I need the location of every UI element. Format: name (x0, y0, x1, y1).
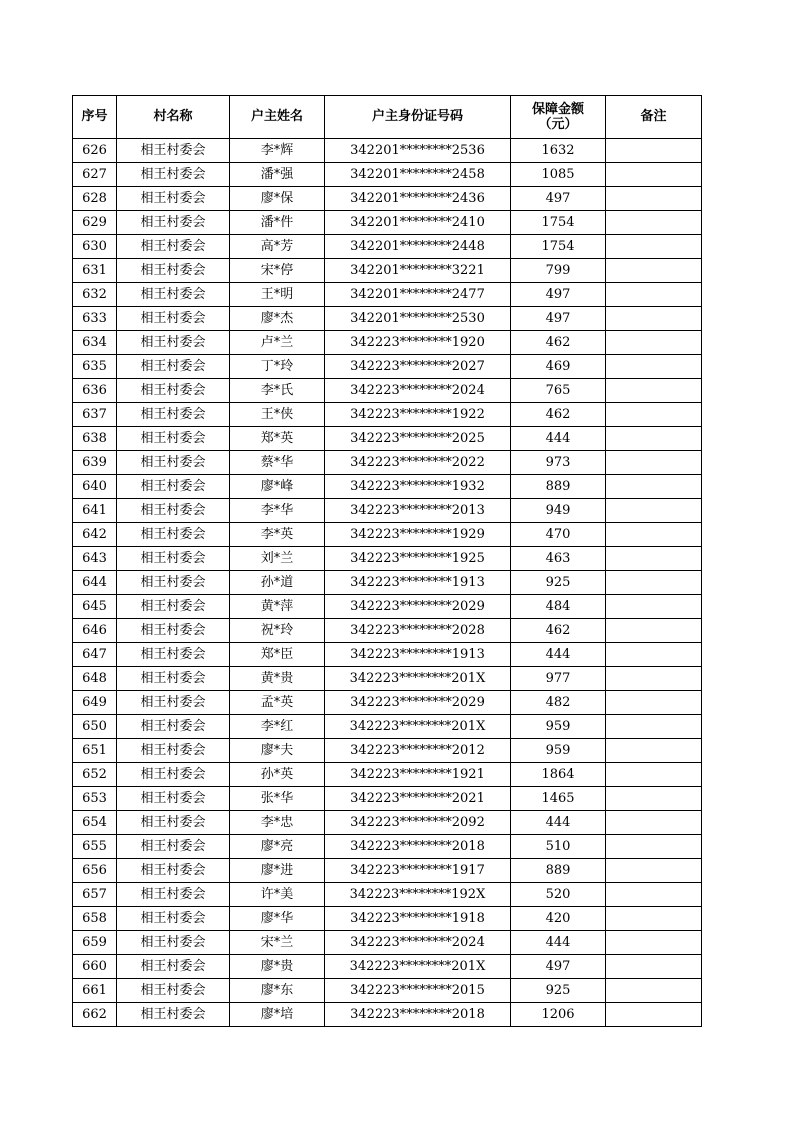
cell-id-number: 342223********2028 (325, 619, 511, 643)
cell-remark (606, 979, 702, 1003)
cell-seq: 634 (73, 331, 117, 355)
cell-owner-name: 李*英 (230, 523, 325, 547)
cell-seq: 650 (73, 715, 117, 739)
cell-village: 相王村委会 (117, 715, 230, 739)
cell-remark (606, 187, 702, 211)
cell-village: 相王村委会 (117, 571, 230, 595)
cell-remark (606, 499, 702, 523)
cell-remark (606, 163, 702, 187)
cell-seq: 629 (73, 211, 117, 235)
cell-seq: 631 (73, 259, 117, 283)
cell-village: 相王村委会 (117, 907, 230, 931)
cell-remark (606, 283, 702, 307)
cell-seq: 643 (73, 547, 117, 571)
cell-village: 相王村委会 (117, 163, 230, 187)
cell-seq: 637 (73, 403, 117, 427)
cell-remark (606, 619, 702, 643)
cell-remark (606, 595, 702, 619)
cell-amount: 497 (511, 955, 606, 979)
cell-id-number: 342201********2436 (325, 187, 511, 211)
cell-village: 相王村委会 (117, 931, 230, 955)
cell-amount: 520 (511, 883, 606, 907)
cell-owner-name: 许*美 (230, 883, 325, 907)
cell-owner-name: 廖*保 (230, 187, 325, 211)
table-row (73, 811, 702, 835)
cell-seq: 640 (73, 475, 117, 499)
cell-village: 相王村委会 (117, 331, 230, 355)
table-row (73, 547, 702, 571)
cell-id-number: 342201********2458 (325, 163, 511, 187)
cell-seq: 635 (73, 355, 117, 379)
cell-remark (606, 427, 702, 451)
cell-owner-name: 祝*玲 (230, 619, 325, 643)
cell-amount: 765 (511, 379, 606, 403)
cell-village: 相王村委会 (117, 811, 230, 835)
cell-amount: 484 (511, 595, 606, 619)
table-row (73, 331, 702, 355)
cell-owner-name: 廖*夫 (230, 739, 325, 763)
cell-amount: 959 (511, 715, 606, 739)
table-row (73, 715, 702, 739)
cell-village: 相王村委会 (117, 595, 230, 619)
cell-amount: 420 (511, 907, 606, 931)
table-row (73, 427, 702, 451)
cell-owner-name: 廖*杰 (230, 307, 325, 331)
table-row (73, 667, 702, 691)
cell-remark (606, 139, 702, 163)
cell-amount: 925 (511, 571, 606, 595)
subsidy-table (72, 95, 702, 1027)
cell-id-number: 342223********1932 (325, 475, 511, 499)
cell-id-number: 342223********2027 (325, 355, 511, 379)
cell-owner-name: 廖*贵 (230, 955, 325, 979)
cell-id-number: 342223********2024 (325, 931, 511, 955)
cell-village: 相王村委会 (117, 739, 230, 763)
cell-id-number: 342223********2021 (325, 787, 511, 811)
cell-remark (606, 739, 702, 763)
cell-village: 相王村委会 (117, 259, 230, 283)
table-row (73, 307, 702, 331)
cell-owner-name: 廖*进 (230, 859, 325, 883)
cell-amount: 889 (511, 859, 606, 883)
cell-village: 相王村委会 (117, 787, 230, 811)
table-row (73, 739, 702, 763)
table-row (73, 763, 702, 787)
cell-amount: 462 (511, 403, 606, 427)
cell-id-number: 342223********1925 (325, 547, 511, 571)
cell-owner-name: 潘*强 (230, 163, 325, 187)
cell-seq: 627 (73, 163, 117, 187)
table-row (73, 355, 702, 379)
cell-id-number: 342223********1917 (325, 859, 511, 883)
table-row (73, 883, 702, 907)
cell-id-number: 342223********1920 (325, 331, 511, 355)
cell-village: 相王村委会 (117, 307, 230, 331)
cell-remark (606, 859, 702, 883)
table-row (73, 523, 702, 547)
cell-id-number: 342223********2013 (325, 499, 511, 523)
cell-village: 相王村委会 (117, 859, 230, 883)
table-row (73, 259, 702, 283)
cell-id-number: 342223********2015 (325, 979, 511, 1003)
cell-remark (606, 475, 702, 499)
cell-seq: 660 (73, 955, 117, 979)
table-row (73, 475, 702, 499)
cell-amount: 959 (511, 739, 606, 763)
cell-owner-name: 卢*兰 (230, 331, 325, 355)
cell-id-number: 342201********2536 (325, 139, 511, 163)
cell-seq: 654 (73, 811, 117, 835)
cell-village: 相王村委会 (117, 403, 230, 427)
cell-remark (606, 907, 702, 931)
cell-village: 相王村委会 (117, 475, 230, 499)
cell-remark (606, 835, 702, 859)
table-row (73, 691, 702, 715)
cell-owner-name: 黄*萍 (230, 595, 325, 619)
cell-owner-name: 高*芳 (230, 235, 325, 259)
cell-id-number: 342223********2022 (325, 451, 511, 475)
cell-village: 相王村委会 (117, 187, 230, 211)
table-row (73, 139, 702, 163)
cell-amount: 925 (511, 979, 606, 1003)
cell-remark (606, 259, 702, 283)
cell-remark (606, 763, 702, 787)
table-row (73, 859, 702, 883)
cell-amount: 444 (511, 643, 606, 667)
table-row (73, 499, 702, 523)
cell-seq: 633 (73, 307, 117, 331)
cell-id-number: 342223********2024 (325, 379, 511, 403)
table-row (73, 907, 702, 931)
cell-remark (606, 691, 702, 715)
cell-village: 相王村委会 (117, 835, 230, 859)
cell-id-number: 342201********2477 (325, 283, 511, 307)
cell-amount: 977 (511, 667, 606, 691)
header-village: 村名称 (117, 96, 230, 139)
cell-owner-name: 李*辉 (230, 139, 325, 163)
cell-seq: 662 (73, 1003, 117, 1027)
cell-id-number: 342201********3221 (325, 259, 511, 283)
header-owner: 户主姓名 (230, 96, 325, 139)
cell-remark (606, 883, 702, 907)
cell-remark (606, 379, 702, 403)
cell-seq: 632 (73, 283, 117, 307)
cell-id-number: 342223********201X (325, 955, 511, 979)
cell-remark (606, 451, 702, 475)
cell-id-number: 342223********2029 (325, 691, 511, 715)
cell-village: 相王村委会 (117, 763, 230, 787)
cell-seq: 638 (73, 427, 117, 451)
cell-seq: 656 (73, 859, 117, 883)
cell-remark (606, 571, 702, 595)
cell-id-number: 342223********201X (325, 715, 511, 739)
table-row (73, 451, 702, 475)
cell-owner-name: 潘*件 (230, 211, 325, 235)
header-id-number: 户主身份证号码 (325, 96, 511, 139)
cell-amount: 462 (511, 619, 606, 643)
cell-amount: 510 (511, 835, 606, 859)
cell-id-number: 342223********192X (325, 883, 511, 907)
cell-id-number: 342201********2410 (325, 211, 511, 235)
cell-village: 相王村委会 (117, 427, 230, 451)
cell-seq: 658 (73, 907, 117, 931)
cell-owner-name: 郑*英 (230, 427, 325, 451)
cell-seq: 641 (73, 499, 117, 523)
cell-village: 相王村委会 (117, 883, 230, 907)
cell-owner-name: 蔡*华 (230, 451, 325, 475)
cell-amount: 949 (511, 499, 606, 523)
cell-owner-name: 李*忠 (230, 811, 325, 835)
table-row (73, 379, 702, 403)
table-row (73, 571, 702, 595)
cell-amount: 444 (511, 427, 606, 451)
cell-id-number: 342223********1918 (325, 907, 511, 931)
cell-owner-name: 郑*臣 (230, 643, 325, 667)
cell-seq: 651 (73, 739, 117, 763)
cell-id-number: 342223********1929 (325, 523, 511, 547)
cell-owner-name: 廖*培 (230, 1003, 325, 1027)
cell-id-number: 342223********201X (325, 667, 511, 691)
cell-remark (606, 307, 702, 331)
header-remark: 备注 (606, 96, 702, 139)
cell-owner-name: 孙*英 (230, 763, 325, 787)
cell-owner-name: 廖*亮 (230, 835, 325, 859)
cell-owner-name: 李*氏 (230, 379, 325, 403)
table-row (73, 163, 702, 187)
cell-remark (606, 931, 702, 955)
cell-amount: 497 (511, 283, 606, 307)
cell-remark (606, 403, 702, 427)
cell-amount: 470 (511, 523, 606, 547)
cell-village: 相王村委会 (117, 235, 230, 259)
table-row (73, 235, 702, 259)
cell-owner-name: 李*红 (230, 715, 325, 739)
cell-id-number: 342223********1922 (325, 403, 511, 427)
cell-amount: 482 (511, 691, 606, 715)
cell-village: 相王村委会 (117, 451, 230, 475)
cell-amount: 889 (511, 475, 606, 499)
cell-amount: 799 (511, 259, 606, 283)
cell-owner-name: 王*明 (230, 283, 325, 307)
cell-amount: 444 (511, 811, 606, 835)
cell-seq: 652 (73, 763, 117, 787)
cell-village: 相王村委会 (117, 547, 230, 571)
cell-amount: 1754 (511, 211, 606, 235)
cell-owner-name: 廖*东 (230, 979, 325, 1003)
table-row (73, 787, 702, 811)
cell-owner-name: 宋*停 (230, 259, 325, 283)
cell-amount: 497 (511, 307, 606, 331)
cell-remark (606, 715, 702, 739)
table-row (73, 643, 702, 667)
cell-seq: 648 (73, 667, 117, 691)
cell-seq: 642 (73, 523, 117, 547)
cell-owner-name: 廖*峰 (230, 475, 325, 499)
table-row (73, 403, 702, 427)
cell-owner-name: 黄*贵 (230, 667, 325, 691)
cell-owner-name: 孙*道 (230, 571, 325, 595)
cell-remark (606, 355, 702, 379)
table-row (73, 283, 702, 307)
cell-village: 相王村委会 (117, 1003, 230, 1027)
cell-id-number: 342223********1921 (325, 763, 511, 787)
cell-seq: 653 (73, 787, 117, 811)
cell-owner-name: 丁*玲 (230, 355, 325, 379)
cell-id-number: 342223********2018 (325, 835, 511, 859)
cell-owner-name: 廖*华 (230, 907, 325, 931)
cell-owner-name: 王*侠 (230, 403, 325, 427)
cell-seq: 647 (73, 643, 117, 667)
cell-remark (606, 523, 702, 547)
cell-village: 相王村委会 (117, 667, 230, 691)
cell-amount: 1754 (511, 235, 606, 259)
cell-amount: 1085 (511, 163, 606, 187)
cell-seq: 649 (73, 691, 117, 715)
cell-amount: 444 (511, 931, 606, 955)
cell-village: 相王村委会 (117, 619, 230, 643)
cell-amount: 973 (511, 451, 606, 475)
table-row (73, 931, 702, 955)
cell-owner-name: 李*华 (230, 499, 325, 523)
cell-remark (606, 667, 702, 691)
cell-seq: 626 (73, 139, 117, 163)
cell-id-number: 342201********2448 (325, 235, 511, 259)
cell-village: 相王村委会 (117, 283, 230, 307)
cell-amount: 1864 (511, 763, 606, 787)
cell-amount: 469 (511, 355, 606, 379)
cell-amount: 1206 (511, 1003, 606, 1027)
cell-amount: 497 (511, 187, 606, 211)
cell-village: 相王村委会 (117, 211, 230, 235)
cell-remark (606, 1003, 702, 1027)
cell-id-number: 342223********2092 (325, 811, 511, 835)
cell-amount: 462 (511, 331, 606, 355)
cell-seq: 661 (73, 979, 117, 1003)
cell-remark (606, 811, 702, 835)
cell-id-number: 342223********1913 (325, 643, 511, 667)
cell-village: 相王村委会 (117, 691, 230, 715)
cell-village: 相王村委会 (117, 139, 230, 163)
table-row (73, 211, 702, 235)
cell-id-number: 342223********2012 (325, 739, 511, 763)
cell-village: 相王村委会 (117, 643, 230, 667)
cell-owner-name: 孟*英 (230, 691, 325, 715)
cell-owner-name: 刘*兰 (230, 547, 325, 571)
cell-village: 相王村委会 (117, 523, 230, 547)
cell-remark (606, 643, 702, 667)
cell-seq: 659 (73, 931, 117, 955)
cell-remark (606, 211, 702, 235)
cell-seq: 630 (73, 235, 117, 259)
table-row (73, 187, 702, 211)
cell-seq: 657 (73, 883, 117, 907)
cell-seq: 628 (73, 187, 117, 211)
table-row (73, 595, 702, 619)
table-row (73, 1003, 702, 1027)
table-header-row (73, 96, 702, 139)
cell-id-number: 342223********2018 (325, 1003, 511, 1027)
cell-seq: 644 (73, 571, 117, 595)
cell-seq: 636 (73, 379, 117, 403)
table-row (73, 619, 702, 643)
cell-amount: 463 (511, 547, 606, 571)
cell-id-number: 342223********2029 (325, 595, 511, 619)
cell-id-number: 342201********2530 (325, 307, 511, 331)
cell-remark (606, 955, 702, 979)
header-amount-line2: （元） (538, 117, 578, 132)
cell-owner-name: 张*华 (230, 787, 325, 811)
cell-village: 相王村委会 (117, 955, 230, 979)
cell-owner-name: 宋*兰 (230, 931, 325, 955)
cell-village: 相王村委会 (117, 979, 230, 1003)
table-row (73, 955, 702, 979)
cell-id-number: 342223********1913 (325, 571, 511, 595)
cell-amount: 1632 (511, 139, 606, 163)
cell-remark (606, 235, 702, 259)
table-body (73, 139, 702, 1027)
table-row (73, 835, 702, 859)
cell-amount: 1465 (511, 787, 606, 811)
cell-seq: 645 (73, 595, 117, 619)
table-row (73, 979, 702, 1003)
cell-village: 相王村委会 (117, 379, 230, 403)
header-amount-line1: 保障金额 (531, 102, 584, 117)
cell-village: 相王村委会 (117, 355, 230, 379)
cell-remark (606, 787, 702, 811)
header-seq: 序号 (73, 96, 117, 139)
cell-seq: 646 (73, 619, 117, 643)
cell-id-number: 342223********2025 (325, 427, 511, 451)
cell-remark (606, 547, 702, 571)
cell-remark (606, 331, 702, 355)
cell-village: 相王村委会 (117, 499, 230, 523)
header-amount (511, 96, 606, 139)
cell-seq: 655 (73, 835, 117, 859)
cell-seq: 639 (73, 451, 117, 475)
